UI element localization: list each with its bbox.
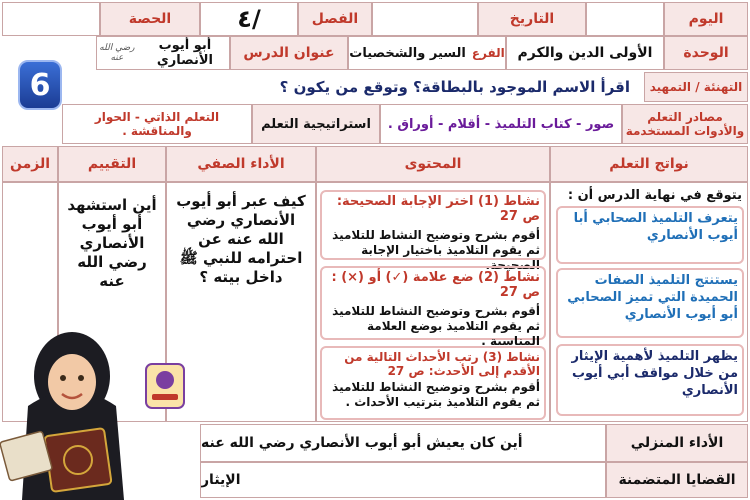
student-reading-quran-illustration: [0, 316, 160, 500]
grade-badge: 6: [18, 60, 62, 110]
activity-2: [326, 270, 540, 349]
honorific-calligraphy: رضي الله عنه: [99, 43, 135, 63]
homework-label: الأداء المنزلي: [606, 424, 748, 462]
date-value[interactable]: [372, 2, 478, 36]
homework-value: أين كان يعيش أبو أيوب الأنصاري رضي الله عنه: [200, 424, 606, 462]
activity-3-title: نشاط (3) رتب الأحداث التالية من الأقدم إلى الأحدث: ص 27: [344, 350, 540, 378]
activity-3: [326, 350, 540, 410]
eye-right: [78, 375, 84, 381]
intro-label: التهنئة / التمهيد: [644, 72, 748, 102]
strategy-value: التعلم الذاتي - الحوار والمناقشة .: [62, 104, 252, 144]
branch-cell: [348, 36, 506, 70]
day-value[interactable]: [586, 2, 664, 36]
assessment-text: أين استشهد أبو أيوب الأنصاري رضي الله عنه: [67, 196, 157, 290]
quran-book-icon: [44, 428, 111, 492]
outcomes-intro: يتوقع في نهاية الدرس أن :: [567, 188, 742, 203]
outcome-2: يستنتج التلميذ الصفات الحميدة التي تميز الصحابي أبو أيوب الأنصاري: [567, 273, 738, 322]
performance-text: كيف عبر أبو أيوب الأنصاري رضي الله عنه عن احترامه للنبي ﷺ داخل بيته ؟: [176, 192, 306, 286]
period-value[interactable]: [2, 2, 100, 36]
header-time: الزمن: [2, 146, 58, 182]
issues-label: القضايا المتضمنة: [606, 462, 748, 498]
face-shape: [48, 354, 96, 410]
unit-label: الوحدة: [664, 36, 748, 70]
issues-value: الإيثار: [200, 462, 606, 498]
activity-1-title: نشاط (1) اختر الإجابة الصحيحة: ص 27: [336, 194, 540, 224]
header-outcomes: نواتج التعلم: [550, 146, 748, 182]
activity-3-text: أقوم بشرح وتوضيح النشاط للتلاميذ ثم يقوم التلاميذ بترتيب الأحداث .: [332, 380, 540, 409]
class-value[interactable]: ٤/: [200, 2, 298, 36]
class-label: الفصل: [298, 2, 372, 36]
resources-label: مصادر التعلم والأدوات المستخدمة: [622, 104, 748, 144]
publisher-logo: [140, 358, 190, 414]
eye-left: [60, 375, 66, 381]
header-content: المحتوى: [316, 146, 550, 182]
lesson-title-value: أبو أيوب الأنصاري: [156, 38, 213, 68]
resources-value: صور - كتاب التلميذ - أقلام - أوراق .: [380, 104, 622, 144]
day-label: اليوم: [664, 2, 748, 36]
outcome-3: يظهر التلميذ لأهمية الإيثار من خلال مواقف أبي أيوب الأنصاري: [571, 349, 738, 398]
branch-value: السير والشخصيات: [349, 45, 466, 61]
header-assessment: التقييم: [58, 146, 166, 182]
lesson-title-cell: [96, 36, 230, 70]
branch-label: الفرع: [471, 46, 505, 60]
date-label: التاريخ: [478, 2, 586, 36]
activity-2-title: نشاط (2) ضع علامة (✓) أو (×) : ص 27: [331, 270, 540, 300]
unit-value: الأولى الدين والكرم: [506, 36, 664, 70]
intro-text: اقرأ الاسم الموجود بالبطاقة؟ وتوقع من يكون ؟: [279, 78, 630, 96]
activity-1-text: أقوم بشرح وتوضيح النشاط للتلاميذ ثم يقوم التلاميذ باختيار الإجابة الصحيحة.: [332, 228, 540, 272]
strategy-label: استراتيجية التعلم: [252, 104, 380, 144]
header-performance: الأداء الصفي: [166, 146, 316, 182]
period-label: الحصة: [100, 2, 200, 36]
lesson-title-label: عنوان الدرس: [230, 36, 348, 70]
outcome-1: يتعرف التلميذ الصحابي أبا أيوب الأنصاري: [573, 211, 738, 243]
activity-1: [326, 194, 540, 273]
activity-2-text: أقوم بشرح وتوضيح النشاط للتلاميذ ثم يقوم التلاميذ بوضع العلامة المناسبة .: [332, 304, 540, 348]
